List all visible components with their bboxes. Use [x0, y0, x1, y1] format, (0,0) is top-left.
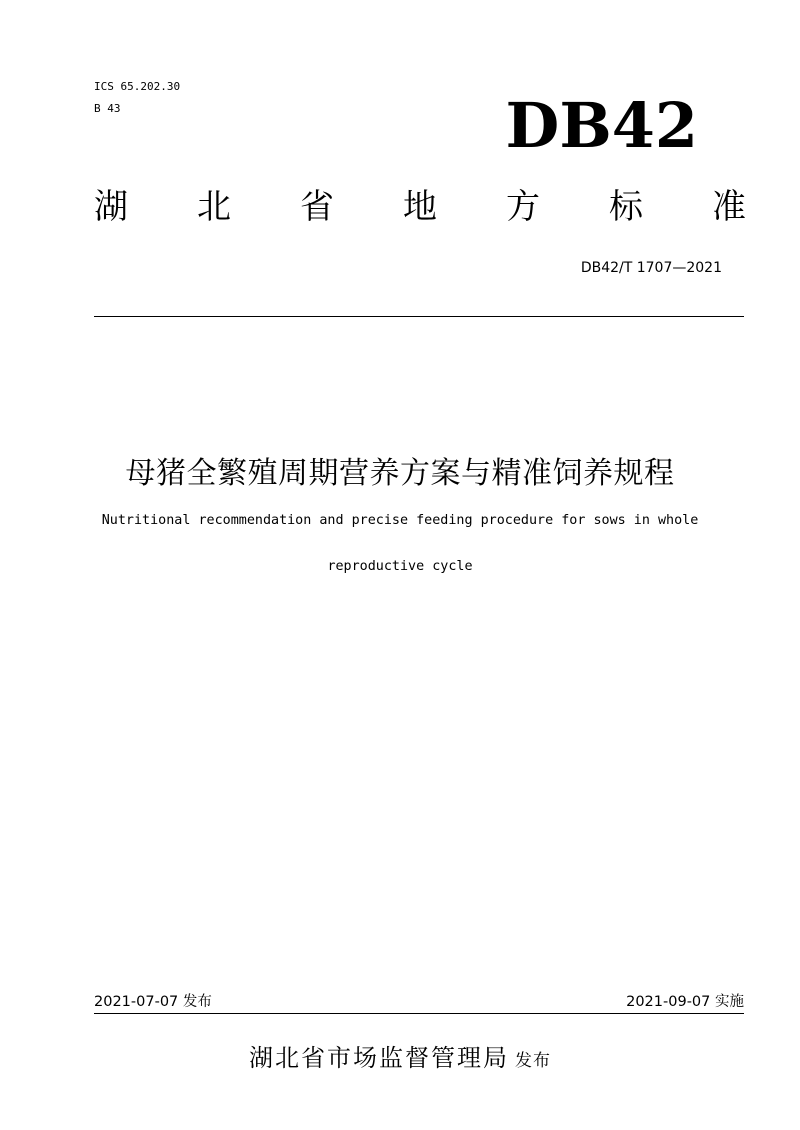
title-char: 省 — [300, 187, 334, 227]
implementation-date: 2021-09-07 实施 — [626, 994, 744, 1010]
chinese-title: 母猪全繁殖周期营养方案与精准饲养规程 — [125, 456, 675, 491]
issue-label: 发布 — [515, 1051, 551, 1071]
title-char: 方 — [506, 187, 540, 227]
bottom-divider — [94, 1013, 744, 1014]
issuing-authority: 湖北省市场监督管理局 — [249, 1044, 509, 1072]
standard-code-logo: DB42 — [505, 89, 698, 162]
english-title-line-1: Nutritional recommendation and precise feeding procedure for sows in whole — [101, 513, 699, 528]
title-char: 准 — [712, 187, 746, 227]
top-divider — [94, 316, 744, 317]
title-char: 湖 — [94, 187, 128, 227]
publish-date: 2021-07-07 发布 — [94, 994, 212, 1010]
standard-number: DB42/T 1707—2021 — [580, 260, 722, 276]
issuer-line — [0, 1038, 800, 1078]
ics-code: ICS 65.202.30 — [94, 80, 181, 93]
english-title-line-2: reproductive cycle — [327, 559, 473, 574]
title-char: 北 — [197, 187, 231, 227]
standard-type-title — [94, 185, 746, 229]
title-char: 地 — [403, 187, 437, 227]
title-char: 标 — [609, 187, 643, 227]
ccs-code: B 43 — [94, 102, 121, 115]
